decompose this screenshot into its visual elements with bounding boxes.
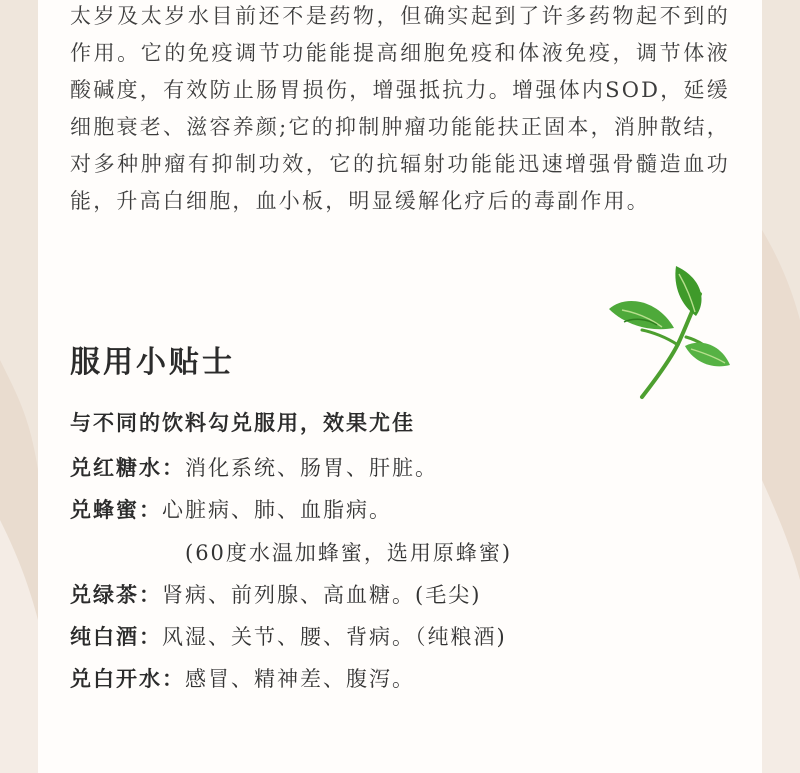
tips-title: 服用小贴士 <box>70 345 235 380</box>
mint-leaf-icon <box>604 264 730 400</box>
tip-text: 消化系统、肠胃、肝脏。 <box>185 456 438 480</box>
tip-label: 兑蜂蜜： <box>70 497 162 522</box>
tip-label: 兑绿茶： <box>70 582 162 607</box>
honey-note: (60度水温加蜂蜜，选用原蜂蜜) <box>185 541 513 565</box>
tip-honey <box>70 493 392 527</box>
tip-text: 肾病、前列腺、高血糖。(毛尖) <box>162 583 482 607</box>
tip-plain-water <box>70 662 415 696</box>
intro-paragraph: 太岁及太岁水目前还不是药物，但确实起到了许多药物起不到的作用。它的免疫调节功能能提高细胞免疫和体液免疫，调节体液酸碱度，有效防止肠胃损伤，增强抵抗力。增强体内SOD，延缓细胞衰老、滋容养颜;它的抑制肿瘤功能能扶正固本，消肿散结，对多种肿瘤有抑制功效，它的抗辐射功能能迅速增强骨髓造血功能，升高白细胞，血小板，明显缓解化疗后的毒副作用。 <box>70 4 730 213</box>
tip-text: 心脏病、肺、血脂病。 <box>162 498 392 522</box>
tip-brown-sugar-water <box>70 451 438 485</box>
tip-label: 兑白开水： <box>70 666 185 691</box>
tip-green-tea <box>70 578 481 612</box>
tip-text: 感冒、精神差、腹泻。 <box>185 667 415 691</box>
tip-label: 纯白酒： <box>70 624 162 649</box>
tips-subtitle: 与不同的饮料勾兑服用，效果尤佳 <box>70 410 415 435</box>
tip-text: 风湿、关节、腰、背病。（纯粮酒) <box>162 625 507 649</box>
tip-white-liquor <box>70 620 507 654</box>
tip-label: 兑红糖水： <box>70 455 185 480</box>
